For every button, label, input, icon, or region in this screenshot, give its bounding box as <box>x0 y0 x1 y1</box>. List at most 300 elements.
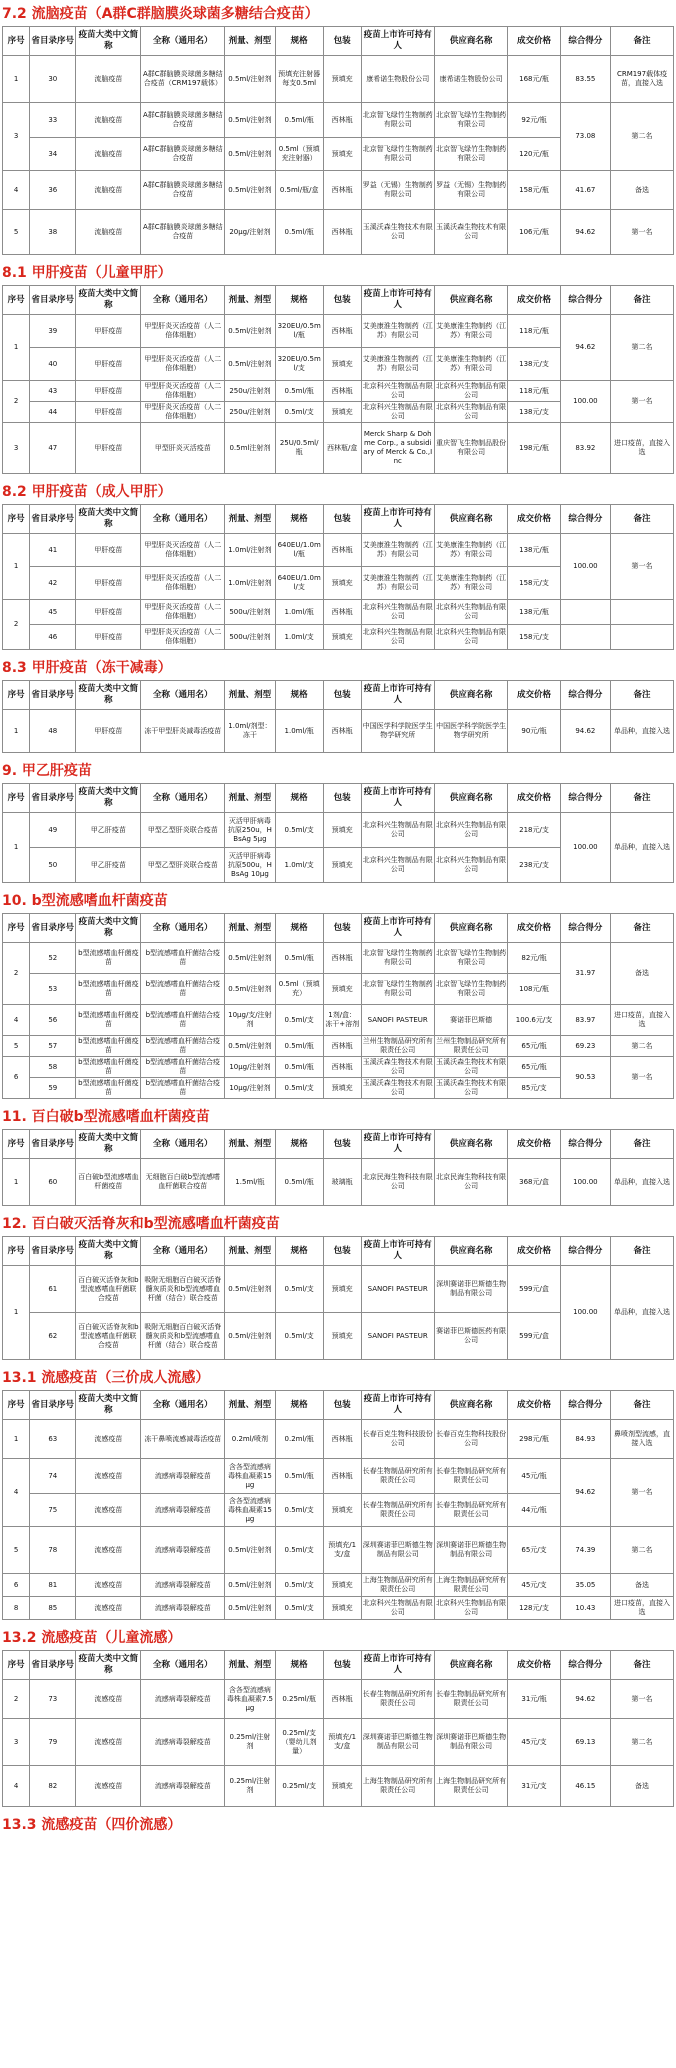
table-cell: 第一名 <box>611 381 674 423</box>
column-header: 全称（通用名） <box>141 286 225 315</box>
table-cell: 168元/瓶 <box>508 56 560 103</box>
table-cell: 250u/注射剂 <box>225 381 275 402</box>
column-header: 包装 <box>323 914 361 943</box>
column-header: 剂量、剂型 <box>225 1237 275 1266</box>
column-header: 疫苗上市许可持有人 <box>361 681 434 710</box>
column-header: 疫苗大类中文简称 <box>76 27 141 56</box>
table-cell: 艾美康淮生物制药（江苏）有限公司 <box>434 315 507 348</box>
column-header: 全称（通用名） <box>141 505 225 534</box>
table-cell: A群C群脑膜炎球菌多糖结合疫苗 <box>141 138 225 171</box>
table-cell: b型流感嗜血杆菌结合疫苗 <box>141 974 225 1005</box>
column-header: 省目录序号 <box>30 681 76 710</box>
table-cell: 0.5ml/支 <box>275 1078 323 1099</box>
column-header: 剂量、剂型 <box>225 1391 275 1420</box>
table-cell: 第二名 <box>611 103 674 171</box>
table-cell: 0.5ml/支 <box>275 1494 323 1527</box>
table-cell: 118元/瓶 <box>508 381 560 402</box>
column-header: 省目录序号 <box>30 1130 76 1159</box>
table-cell: 上海生物制品研究所有限责任公司 <box>361 1766 434 1807</box>
table-cell: 0.25ml/注射剂 <box>225 1719 275 1766</box>
column-header: 序号 <box>3 1237 30 1266</box>
column-header: 疫苗上市许可持有人 <box>361 27 434 56</box>
column-header: 省目录序号 <box>30 784 76 813</box>
table-cell: 甲肝疫苗 <box>76 567 141 600</box>
table-cell: 79 <box>30 1719 76 1766</box>
table-cell: 西林瓶 <box>323 103 361 138</box>
column-header: 规格 <box>275 1651 323 1680</box>
table-cell: b型流感嗜血杆菌疫苗 <box>76 974 141 1005</box>
table-cell: 备选 <box>611 943 674 1005</box>
column-header: 成交价格 <box>508 286 560 315</box>
column-header: 包装 <box>323 1391 361 1420</box>
table-cell: 西林瓶 <box>323 315 361 348</box>
table-row <box>3 1597 674 1620</box>
table-cell: 120元/瓶 <box>508 138 560 171</box>
table-cell: b型流感嗜血杆菌结合疫苗 <box>141 1005 225 1036</box>
table-cell: 深圳赛诺菲巴斯德生物制品有限公司 <box>434 1527 507 1574</box>
column-header: 备注 <box>611 784 674 813</box>
column-header: 包装 <box>323 286 361 315</box>
table-cell: 甲型乙型肝炎联合疫苗 <box>141 813 225 848</box>
table-cell: 0.25ml/注射剂 <box>225 1766 275 1807</box>
table-cell: 预填充 <box>323 1494 361 1527</box>
table-cell: 预填充/1支/盒 <box>323 1719 361 1766</box>
table-cell: 10μg/注射剂 <box>225 1078 275 1099</box>
table-cell: 0.5ml/注射剂 <box>225 1597 275 1620</box>
table-cell: 备选 <box>611 1574 674 1597</box>
table-cell: 西林瓶 <box>323 381 361 402</box>
table-cell: 1.0ml/注射剂 <box>225 567 275 600</box>
column-header: 省目录序号 <box>30 914 76 943</box>
column-header: 成交价格 <box>508 784 560 813</box>
table-cell: 预填充 <box>323 1597 361 1620</box>
table-cell: 西林瓶 <box>323 710 361 753</box>
table-cell: 100.6元/支 <box>508 1005 560 1036</box>
table-cell: 0.2ml/喷剂 <box>225 1420 275 1459</box>
table-cell: 33 <box>30 103 76 138</box>
table-cell: 1剂/盒：冻干+溶剂 <box>323 1005 361 1036</box>
table-cell: 100.00 <box>560 1159 610 1206</box>
table-cell: 甲肝疫苗 <box>76 423 141 474</box>
table-cell: 0.5ml/瓶 <box>275 103 323 138</box>
column-header: 序号 <box>3 1130 30 1159</box>
vaccine-table <box>2 504 674 650</box>
column-header: 成交价格 <box>508 1130 560 1159</box>
table-cell: 预填充 <box>323 138 361 171</box>
table-cell: 158元/瓶 <box>508 171 560 210</box>
table-cell: 65元/瓶 <box>508 1036 560 1057</box>
table-row <box>3 534 674 567</box>
column-header: 省目录序号 <box>30 1237 76 1266</box>
table-cell: 0.25ml/支（婴幼儿剂量） <box>275 1719 323 1766</box>
table-cell: 84.93 <box>560 1420 610 1459</box>
table-cell: 北京科兴生物制品有限公司 <box>361 381 434 402</box>
table-cell: 65元/瓶 <box>508 1057 560 1078</box>
column-header: 序号 <box>3 1651 30 1680</box>
table-cell: 艾美康淮生物制药（江苏）有限公司 <box>361 315 434 348</box>
table-cell: 83.92 <box>560 423 610 474</box>
table-cell: 0.5ml/瓶/盒 <box>275 171 323 210</box>
table-cell: 流感疫苗 <box>76 1574 141 1597</box>
table-cell: 1.0ml/支 <box>275 625 323 650</box>
table-cell: 0.5ml/注射剂 <box>225 943 275 974</box>
table-cell: SANOFI PASTEUR <box>361 1005 434 1036</box>
table-cell: 北京智飞绿竹生物制药有限公司 <box>434 103 507 138</box>
table-cell: 北京科兴生物制品有限公司 <box>361 1597 434 1620</box>
table-cell: 0.5ml/支 <box>275 1597 323 1620</box>
table-cell: 4 <box>3 1766 30 1807</box>
table-cell <box>611 600 674 625</box>
table-cell: 北京科兴生物制品有限公司 <box>361 402 434 423</box>
table-cell: 玉溪沃森生物技术有限公司 <box>361 1078 434 1099</box>
table-cell: b型流感嗜血杆菌疫苗 <box>76 1057 141 1078</box>
table-cell: 兰州生物制品研究所有限责任公司 <box>434 1036 507 1057</box>
column-header: 疫苗大类中文简称 <box>76 1391 141 1420</box>
table-cell: 58 <box>30 1057 76 1078</box>
table-cell: 0.5ml/注射剂 <box>225 1313 275 1360</box>
column-header: 序号 <box>3 286 30 315</box>
table-cell: 0.5ml/瓶 <box>275 1459 323 1494</box>
table-cell: 西林瓶 <box>323 210 361 255</box>
table-cell: 北京科兴生物制品有限公司 <box>434 1597 507 1620</box>
table-cell: 甲型肝炎灭活疫苗（人二倍体细胞） <box>141 625 225 650</box>
table-row <box>3 1036 674 1057</box>
table-cell: 玉溪沃森生物技术有限公司 <box>361 1057 434 1078</box>
table-cell: 西林瓶 <box>323 600 361 625</box>
table-cell: 3 <box>3 423 30 474</box>
table-cell: 30 <box>30 56 76 103</box>
table-row <box>3 1266 674 1313</box>
table-cell: 流脑疫苗 <box>76 103 141 138</box>
column-header: 省目录序号 <box>30 505 76 534</box>
table-cell: b型流感嗜血杆菌疫苗 <box>76 1036 141 1057</box>
table-cell: CRM197载体疫苗，直接入选 <box>611 56 674 103</box>
column-header: 疫苗大类中文简称 <box>76 1237 141 1266</box>
table-cell: 备选 <box>611 171 674 210</box>
table-cell: 0.5ml（预填充注射器） <box>275 138 323 171</box>
table-cell: 甲型肝炎灭活疫苗（人二倍体细胞） <box>141 315 225 348</box>
section-title: 11. 百白破b型流感嗜血杆菌疫苗 <box>2 1109 210 1125</box>
table-cell: b型流感嗜血杆菌结合疫苗 <box>141 1036 225 1057</box>
table-cell: 368元/盒 <box>508 1159 560 1206</box>
table-cell: 5 <box>3 1527 30 1574</box>
table-cell: 流感病毒裂解疫苗 <box>141 1680 225 1719</box>
vaccine-table <box>2 26 674 255</box>
table-cell: 0.5ml/注射剂 <box>225 1574 275 1597</box>
column-header: 供应商名称 <box>434 1651 507 1680</box>
table-cell: 20μg/注射剂 <box>225 210 275 255</box>
column-header: 供应商名称 <box>434 784 507 813</box>
column-header: 成交价格 <box>508 681 560 710</box>
table-cell: 北京科兴生物制品有限公司 <box>361 813 434 848</box>
table-cell: 0.5ml/瓶 <box>275 1057 323 1078</box>
table-cell: 57 <box>30 1036 76 1057</box>
table-cell: 1.5ml/瓶 <box>225 1159 275 1206</box>
table-cell: 31.97 <box>560 943 610 1005</box>
table-cell: Merck Sharp & Dohme Corp., a subsidiary of Merck & Co.,Inc <box>361 423 434 474</box>
table-cell: 0.5ml/注射剂 <box>225 171 275 210</box>
table-cell: SANOFI PASTEUR <box>361 1313 434 1360</box>
column-header: 疫苗上市许可持有人 <box>361 1391 434 1420</box>
column-header: 供应商名称 <box>434 27 507 56</box>
table-cell: 6 <box>3 1574 30 1597</box>
table-cell: 预填充 <box>323 1266 361 1313</box>
table-cell: 47 <box>30 423 76 474</box>
table-cell: 4 <box>3 171 30 210</box>
table-cell: 甲肝疫苗 <box>76 600 141 625</box>
table-cell: 深圳赛诺菲巴斯德生物制品有限公司 <box>361 1527 434 1574</box>
table-cell: 第一名 <box>611 534 674 600</box>
column-header: 全称（通用名） <box>141 914 225 943</box>
table-cell: 流脑疫苗 <box>76 171 141 210</box>
column-header: 综合得分 <box>560 286 610 315</box>
table-cell: 0.5ml/注射剂 <box>225 315 275 348</box>
table-cell: 4 <box>3 1459 30 1527</box>
table-cell: 艾美康淮生物制药（江苏）有限公司 <box>434 534 507 567</box>
table-cell: 0.2ml/瓶 <box>275 1420 323 1459</box>
column-header: 包装 <box>323 27 361 56</box>
table-cell: 45元/支 <box>508 1574 560 1597</box>
column-header: 规格 <box>275 27 323 56</box>
table-cell: 0.5ml/注射剂 <box>225 1266 275 1313</box>
column-header: 全称（通用名） <box>141 1130 225 1159</box>
table-cell: 2 <box>3 943 30 1005</box>
table-header-row <box>3 286 674 315</box>
table-cell: 预填充 <box>323 974 361 1005</box>
table-cell: 39 <box>30 315 76 348</box>
table-cell: A群C群脑膜炎球菌多糖结合疫苗 <box>141 103 225 138</box>
table-row <box>3 423 674 474</box>
table-cell: 60 <box>30 1159 76 1206</box>
table-cell: 流脑疫苗 <box>76 210 141 255</box>
column-header: 疫苗上市许可持有人 <box>361 505 434 534</box>
table-cell: 1 <box>3 1159 30 1206</box>
table-row <box>3 943 674 974</box>
table-row <box>3 210 674 255</box>
table-cell: 含各型流感病毒株血凝素7.5μg <box>225 1680 275 1719</box>
table-cell: 流感疫苗 <box>76 1680 141 1719</box>
table-cell: 北京科兴生物制品有限公司 <box>434 813 507 848</box>
column-header: 疫苗大类中文简称 <box>76 1651 141 1680</box>
vaccine-table <box>2 1390 674 1620</box>
table-cell: 艾美康淮生物制药（江苏）有限公司 <box>361 567 434 600</box>
table-cell: 西林瓶 <box>323 943 361 974</box>
table-cell: 预填充/1支/盒 <box>323 1527 361 1574</box>
table-row <box>3 103 674 138</box>
table-cell: 0.5ml/支 <box>275 1527 323 1574</box>
table-cell: 预填充 <box>323 402 361 423</box>
table-cell: 100.00 <box>560 1266 610 1360</box>
table-cell: 74.39 <box>560 1527 610 1574</box>
table-cell: 北京科兴生物制品有限公司 <box>361 600 434 625</box>
table-cell: 第二名 <box>611 1036 674 1057</box>
column-header: 全称（通用名） <box>141 1651 225 1680</box>
column-header: 剂量、剂型 <box>225 286 275 315</box>
table-cell: 预填充 <box>323 848 361 883</box>
table-cell: 8 <box>3 1597 30 1620</box>
column-header: 剂量、剂型 <box>225 505 275 534</box>
table-cell: 100.00 <box>560 381 610 423</box>
table-cell: 1.0ml/瓶 <box>275 710 323 753</box>
table-header-row <box>3 1130 674 1159</box>
table-cell: 甲肝疫苗 <box>76 710 141 753</box>
table-cell: 74 <box>30 1459 76 1494</box>
table-cell: 94.62 <box>560 210 610 255</box>
table-cell: 艾美康淮生物制药（江苏）有限公司 <box>434 567 507 600</box>
table-cell: 单品种，直接入选 <box>611 1159 674 1206</box>
table-cell: 41.67 <box>560 171 610 210</box>
table-cell: 5 <box>3 1036 30 1057</box>
table-cell: 0.5ml/支 <box>275 1266 323 1313</box>
column-header: 疫苗上市许可持有人 <box>361 1237 434 1266</box>
table-cell: 甲乙肝疫苗 <box>76 813 141 848</box>
column-header: 包装 <box>323 1237 361 1266</box>
vaccine-table <box>2 913 674 1099</box>
table-cell: 预填充 <box>323 1766 361 1807</box>
column-header: 疫苗上市许可持有人 <box>361 784 434 813</box>
table-cell: 320EU/0.5ml/支 <box>275 348 323 381</box>
column-header: 序号 <box>3 27 30 56</box>
section-title: 7.2 流脑疫苗（A群C群脑膜炎球菌多糖结合疫苗） <box>2 6 319 22</box>
table-cell: A群C群脑膜炎球菌多糖结合疫苗 <box>141 210 225 255</box>
table-cell: 2 <box>3 1680 30 1719</box>
column-header: 备注 <box>611 1237 674 1266</box>
table-cell: 兰州生物制品研究所有限责任公司 <box>361 1036 434 1057</box>
table-cell: 42 <box>30 567 76 600</box>
table-cell: 118元/瓶 <box>508 315 560 348</box>
table-row <box>3 1719 674 1766</box>
table-cell: 玉溪沃森生物技术有限公司 <box>434 1078 507 1099</box>
table-cell: 46.15 <box>560 1766 610 1807</box>
table-cell: 0.5ml/注射剂 <box>225 56 275 103</box>
column-header: 疫苗上市许可持有人 <box>361 914 434 943</box>
table-cell: 第一名 <box>611 1680 674 1719</box>
table-cell: 1.0ml/剂型：冻干 <box>225 710 275 753</box>
table-cell: 0.5ml注射剂 <box>225 423 275 474</box>
column-header: 成交价格 <box>508 914 560 943</box>
table-cell: 上海生物制品研究所有限责任公司 <box>361 1574 434 1597</box>
table-cell: 单品种，直接入选 <box>611 1266 674 1360</box>
column-header: 剂量、剂型 <box>225 914 275 943</box>
section-title: 8.1 甲肝疫苗（儿童甲肝） <box>2 265 172 281</box>
table-cell: 单品种，直接入选 <box>611 813 674 883</box>
table-cell: 艾美康淮生物制药（江苏）有限公司 <box>361 534 434 567</box>
table-cell: 进口疫苗，直接入选 <box>611 423 674 474</box>
table-cell: 0.5ml/瓶 <box>275 1159 323 1206</box>
table-row <box>3 1005 674 1036</box>
table-cell: 甲型肝炎灭活疫苗 <box>141 423 225 474</box>
table-cell: 238元/支 <box>508 848 560 883</box>
table-cell: 预填充 <box>323 1574 361 1597</box>
table-cell: 0.5ml/支 <box>275 402 323 423</box>
table-cell: 北京智飞绿竹生物制药有限公司 <box>361 974 434 1005</box>
table-cell: b型流感嗜血杆菌疫苗 <box>76 1005 141 1036</box>
table-cell: 第一名 <box>611 210 674 255</box>
table-cell: 69.23 <box>560 1036 610 1057</box>
table-cell: 1 <box>3 534 30 600</box>
table-cell: 备选 <box>611 1766 674 1807</box>
table-cell: 0.5ml/瓶 <box>275 381 323 402</box>
column-header: 规格 <box>275 1130 323 1159</box>
table-cell <box>611 625 674 650</box>
table-cell: 1.0ml/支 <box>275 848 323 883</box>
column-header: 综合得分 <box>560 27 610 56</box>
table-cell: 流感病毒裂解疫苗 <box>141 1766 225 1807</box>
column-header: 包装 <box>323 784 361 813</box>
table-cell: 0.5ml/注射剂 <box>225 1527 275 1574</box>
column-header: 规格 <box>275 286 323 315</box>
table-cell: 预填充 <box>323 625 361 650</box>
table-cell: 流感病毒裂解疫苗 <box>141 1574 225 1597</box>
table-cell: 长春生物制品研究所有限责任公司 <box>361 1680 434 1719</box>
column-header: 备注 <box>611 914 674 943</box>
table-header-row <box>3 784 674 813</box>
table-cell: 赛诺菲巴斯德医药有限公司 <box>434 1313 507 1360</box>
table-cell: 甲型肝炎灭活疫苗（人二倍体细胞） <box>141 381 225 402</box>
table-cell: 北京智飞绿竹生物制药有限公司 <box>434 138 507 171</box>
section-title: 10. b型流感嗜血杆菌疫苗 <box>2 893 168 909</box>
table-cell: 2 <box>3 600 30 650</box>
table-row <box>3 813 674 848</box>
table-cell: 百白破灭活脊灰和b型流感嗜血杆菌联合疫苗 <box>76 1313 141 1360</box>
column-header: 供应商名称 <box>434 914 507 943</box>
table-cell: 0.5ml/注射剂 <box>225 103 275 138</box>
column-header: 成交价格 <box>508 1237 560 1266</box>
table-cell: b型流感嗜血杆菌结合疫苗 <box>141 1078 225 1099</box>
table-cell: 北京智飞绿竹生物制药有限公司 <box>434 974 507 1005</box>
column-header: 序号 <box>3 505 30 534</box>
column-header: 规格 <box>275 505 323 534</box>
table-cell: 长春生物制品研究所有限责任公司 <box>434 1680 507 1719</box>
table-cell: 1 <box>3 813 30 883</box>
column-header: 成交价格 <box>508 505 560 534</box>
table-cell: 西林瓶 <box>323 1420 361 1459</box>
table-cell: 43 <box>30 381 76 402</box>
table-cell: 玉溪沃森生物技术有限公司 <box>434 1057 507 1078</box>
table-cell: 进口疫苗，直接入选 <box>611 1005 674 1036</box>
table-cell: 85元/支 <box>508 1078 560 1099</box>
table-header-row <box>3 1237 674 1266</box>
column-header: 省目录序号 <box>30 1651 76 1680</box>
table-cell: 41 <box>30 534 76 567</box>
table-cell: 1 <box>3 710 30 753</box>
table-cell: 106元/瓶 <box>508 210 560 255</box>
column-header: 剂量、剂型 <box>225 27 275 56</box>
table-cell: b型流感嗜血杆菌疫苗 <box>76 1078 141 1099</box>
table-cell: 北京科兴生物制品有限公司 <box>361 848 434 883</box>
column-header: 疫苗大类中文简称 <box>76 784 141 813</box>
table-cell: 2 <box>3 381 30 423</box>
column-header: 全称（通用名） <box>141 784 225 813</box>
table-cell: 第一名 <box>611 1057 674 1099</box>
table-cell: 3 <box>3 1719 30 1766</box>
column-header: 规格 <box>275 914 323 943</box>
table-row <box>3 315 674 348</box>
table-cell: 158元/支 <box>508 567 560 600</box>
table-cell: 82元/瓶 <box>508 943 560 974</box>
column-header: 成交价格 <box>508 27 560 56</box>
table-cell: 44元/瓶 <box>508 1494 560 1527</box>
table-cell: 320EU/0.5ml/瓶 <box>275 315 323 348</box>
table-cell: 0.5ml/注射剂 <box>225 1036 275 1057</box>
table-cell: 北京民海生物科技有限公司 <box>361 1159 434 1206</box>
table-cell: 94.62 <box>560 710 610 753</box>
table-cell: 138元/瓶 <box>508 534 560 567</box>
table-cell: 250u/注射剂 <box>225 402 275 423</box>
table-cell: 0.5ml/支 <box>275 1313 323 1360</box>
table-cell: 甲型肝炎灭活疫苗（人二倍体细胞） <box>141 567 225 600</box>
table-cell: 北京科兴生物制品有限公司 <box>434 381 507 402</box>
